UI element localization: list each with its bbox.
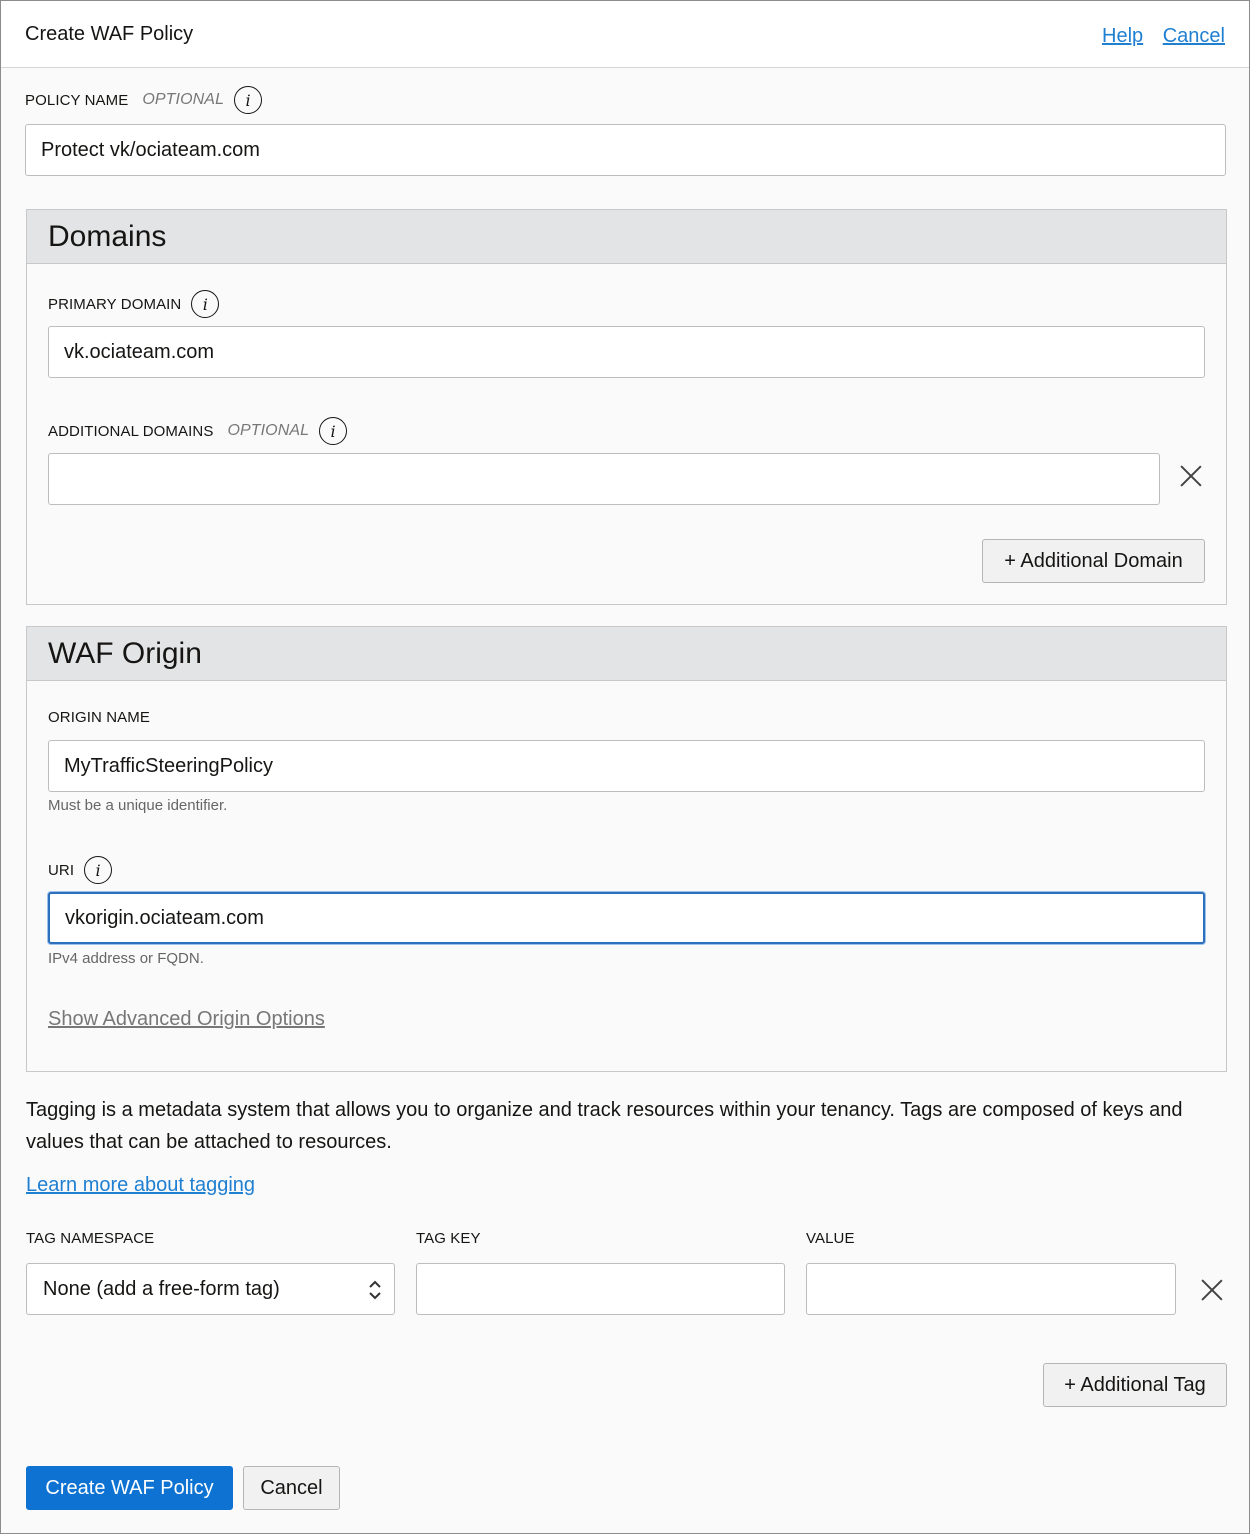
origin-name-label [48,709,150,726]
primary-domain-input[interactable] [48,326,1205,378]
tag-value-input[interactable] [806,1263,1176,1315]
uri-input[interactable] [48,892,1205,944]
info-icon[interactable]: i [191,290,219,318]
additional-domains-label-text: ADDITIONAL DOMAINS [48,422,214,440]
tag-key-label [416,1230,481,1247]
origin-name-label-text: ORIGIN NAME [48,709,150,726]
select-chevron-icon [368,1277,382,1303]
primary-domain-label [48,290,219,318]
additional-domain-input[interactable] [48,453,1160,505]
tagging-description: Tagging is a metadata system that allows you to organize and track resources within your tenancy. Tags are composed of keys and values that can be attached to resources. [26,1099,1183,1153]
tag-namespace-label [26,1230,154,1247]
learn-more-tagging-link[interactable]: Learn more about tagging [26,1174,256,1196]
tag-namespace-select[interactable] [26,1263,395,1315]
header-cancel-link[interactable]: Cancel [1162,25,1225,47]
create-waf-policy-button[interactable]: Create WAF Policy [26,1466,233,1510]
additional-domains-label [48,417,347,445]
help-link[interactable]: Help [1102,25,1144,47]
tag-namespace-label-text: TAG NAMESPACE [26,1230,155,1247]
show-advanced-origin-options-link[interactable]: Show Advanced Origin Options [48,1008,325,1030]
policy-name-input[interactable] [25,124,1226,176]
policy-name-label-text: POLICY NAME [25,91,129,109]
waf-origin-section-header [27,627,1226,681]
info-icon[interactable]: i [84,856,112,884]
domains-title: Domains [48,220,167,253]
add-additional-tag-button[interactable]: + Additional Tag [1043,1363,1227,1407]
dialog-header [1,1,1249,68]
remove-domain-close-icon[interactable] [1179,464,1203,488]
policy-name-label [25,86,262,114]
tag-namespace-selected: None (add a free-form tag) [43,1277,280,1300]
footer-cancel-button[interactable]: Cancel [243,1466,340,1510]
waf-origin-title: WAF Origin [48,637,202,670]
remove-tag-close-icon[interactable] [1200,1278,1224,1302]
dialog-title: Create WAF Policy [25,23,194,45]
tag-key-label-text: TAG KEY [416,1230,481,1247]
policy-name-optional: OPTIONAL [142,91,225,108]
origin-name-helper: Must be a unique identifier. [48,797,228,814]
uri-label [48,856,112,884]
uri-label-text: URI [48,861,75,879]
tag-key-input[interactable] [416,1263,785,1315]
header-links [1088,25,1225,48]
info-icon[interactable]: i [319,417,347,445]
primary-domain-label-text: PRIMARY DOMAIN [48,295,182,313]
additional-domains-optional: OPTIONAL [227,422,310,439]
info-icon[interactable]: i [234,86,262,114]
add-additional-domain-button[interactable]: + Additional Domain [982,539,1205,583]
tag-value-label [806,1230,855,1247]
uri-helper: IPv4 address or FQDN. [48,950,204,967]
waf-origin-section [26,626,1227,1072]
origin-name-input[interactable] [48,740,1205,792]
tag-value-label-text: VALUE [806,1230,855,1247]
domains-section-header [27,210,1226,264]
domains-section [26,209,1227,605]
